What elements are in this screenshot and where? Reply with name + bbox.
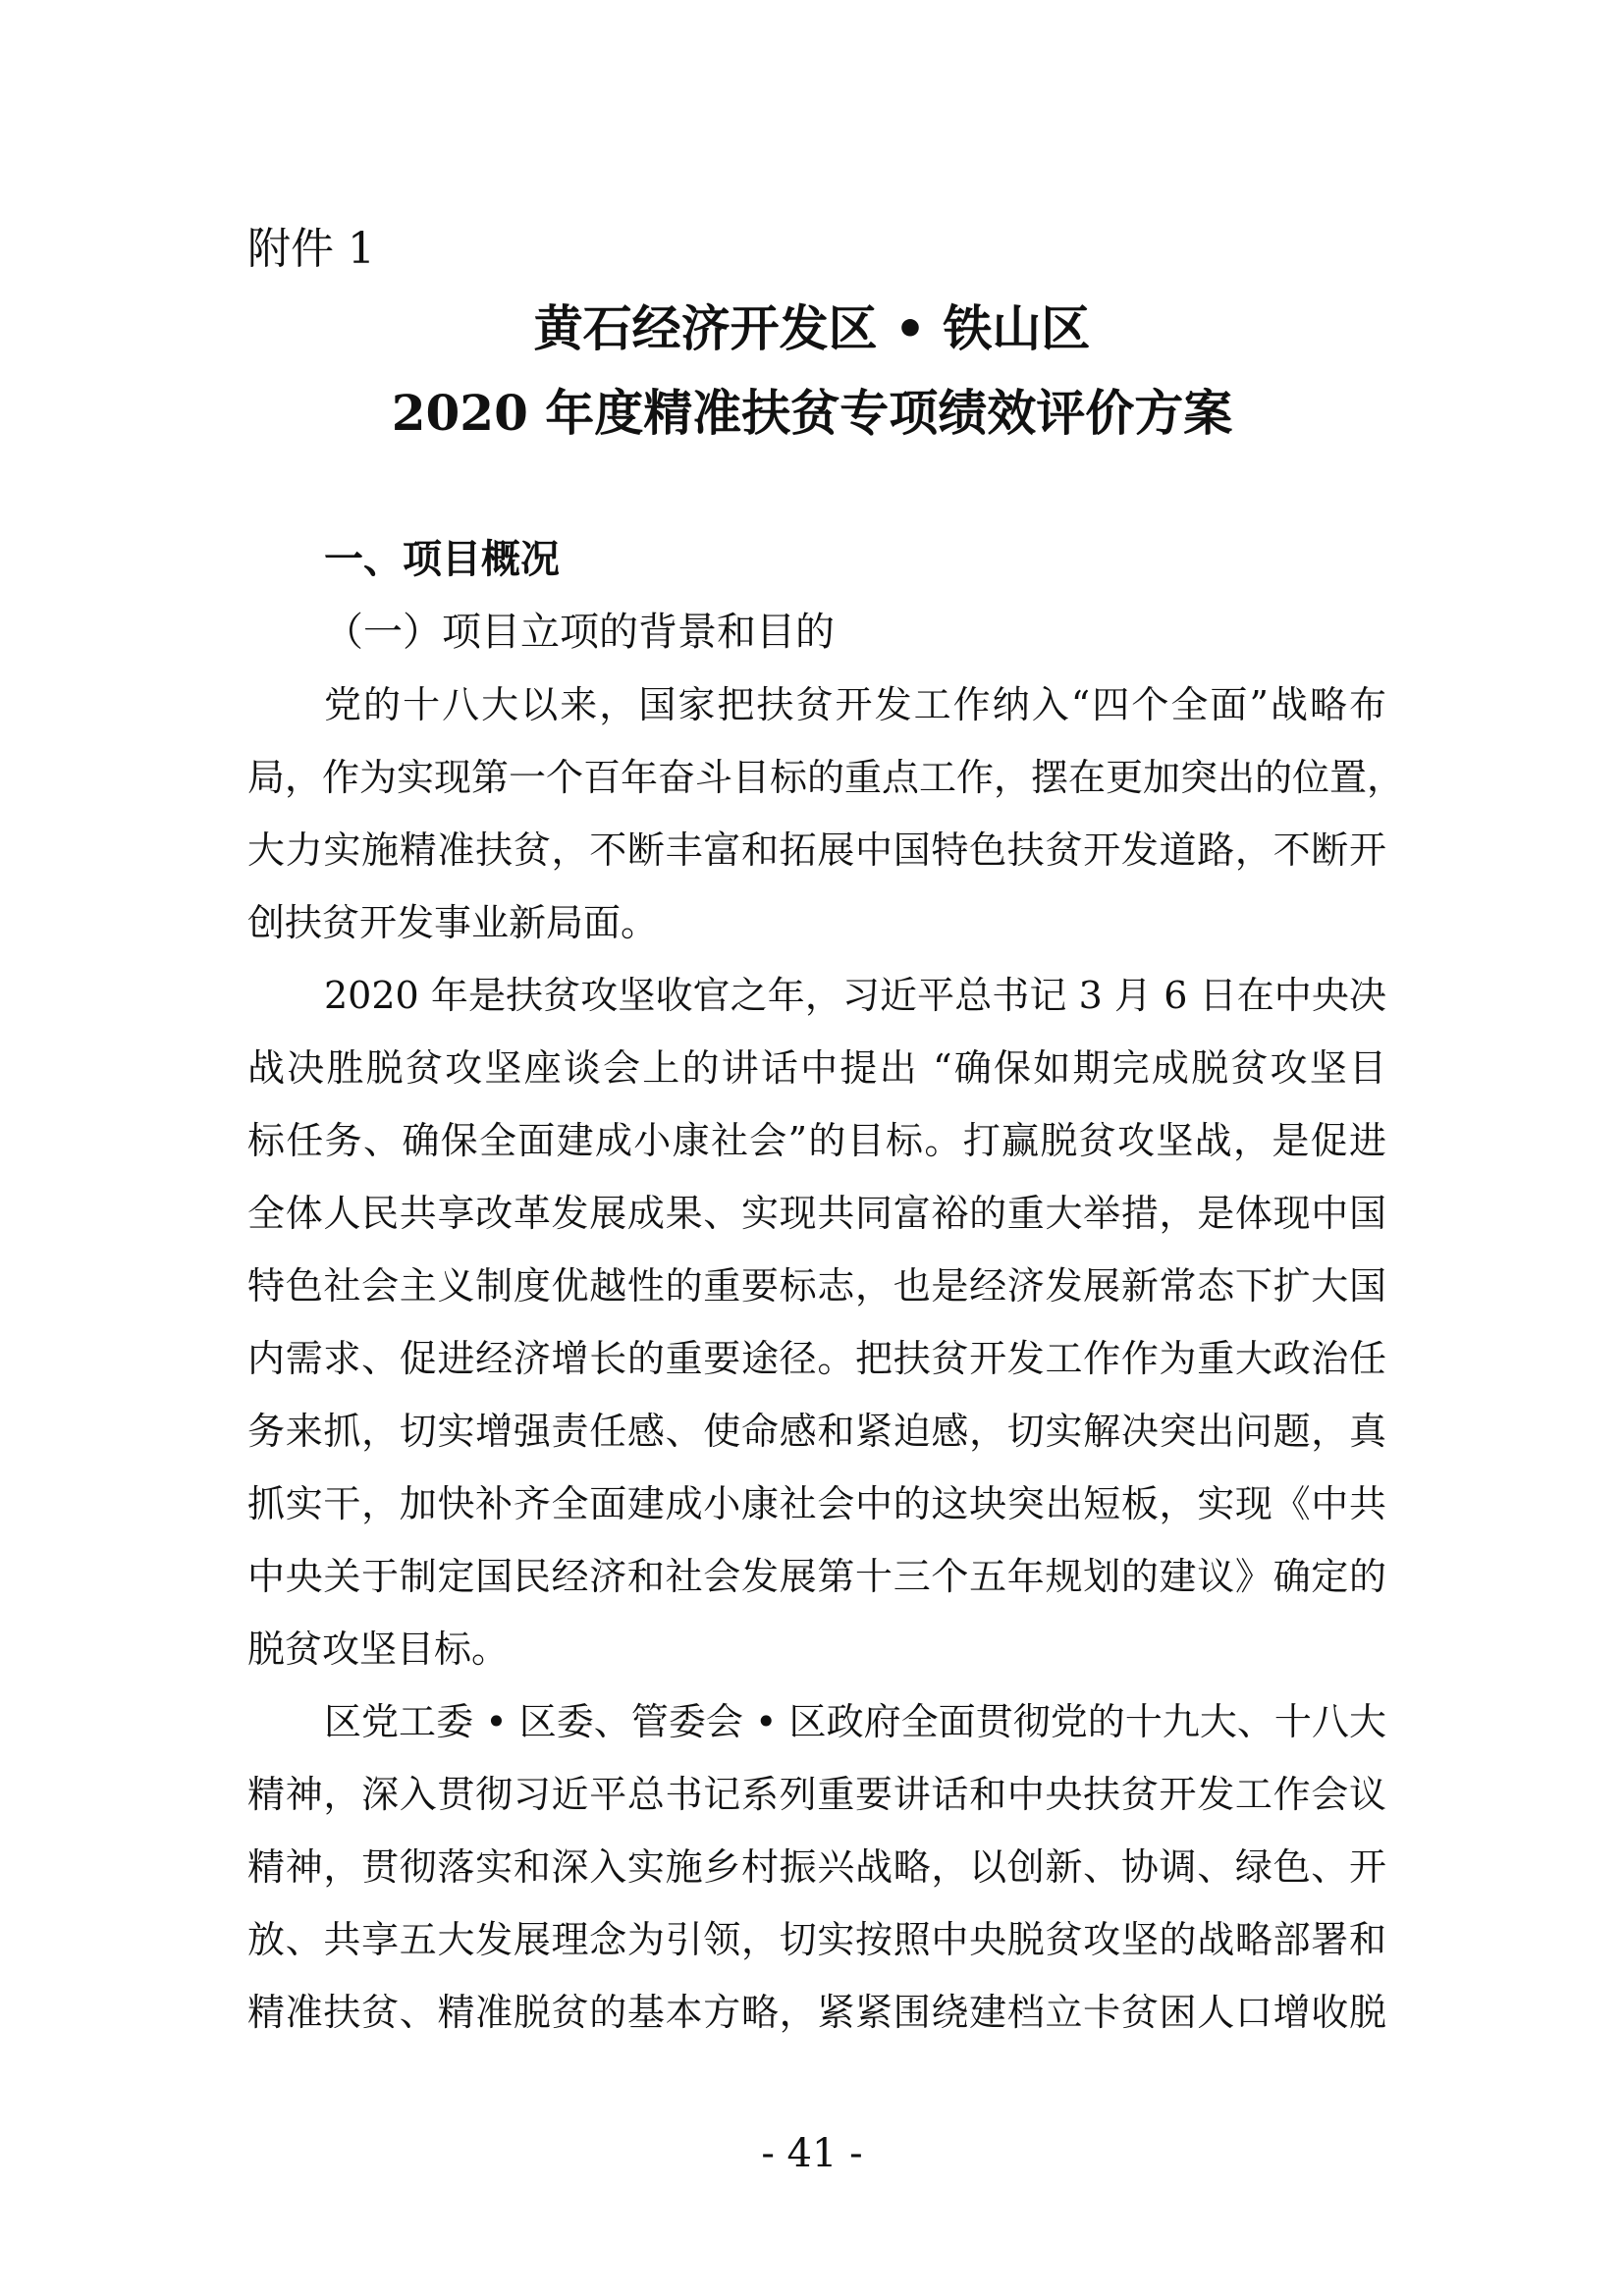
paragraph-line: 精神，深入贯彻习近平总书记系列重要讲话和中央扶贫开发工作会议 <box>247 1773 1386 1816</box>
paragraph-line: 创扶贫开发事业新局面。 <box>247 901 659 944</box>
paragraph-line: 局，作为实现第一个百年奋斗目标的重点工作，摆在更加突出的位置， <box>247 756 1405 799</box>
paragraph-line: 大力实施精准扶贫，不断丰富和拓展中国特色扶贫开发道路，不断开 <box>247 828 1386 872</box>
paragraph-line: 区党工委 • 区委、管委会 • 区政府全面贯彻党的十九大、十八大 <box>324 1700 1386 1743</box>
paragraph-line: 全体人民共享改革发展成果、实现共同富裕的重大举措，是体现中国 <box>247 1192 1386 1235</box>
paragraph-line: 抓实干，加快补齐全面建成小康社会中的这块突出短板，实现《中共 <box>247 1482 1386 1525</box>
document-title-line-2: 2020 年度精准扶贫专项绩效评价方案 <box>391 384 1233 442</box>
paragraph-line: 党的十八大以来，国家把扶贫开发工作纳入“四个全面”战略布 <box>324 683 1386 726</box>
paragraph-line: 战决胜脱贫攻坚座谈会上的讲话中提出 “确保如期完成脱贫攻坚目 <box>247 1046 1386 1090</box>
paragraph-line: 标任务、确保全面建成小康社会”的目标。打赢脱贫攻坚战，是促进 <box>247 1119 1386 1162</box>
paragraph-line: 特色社会主义制度优越性的重要标志，也是经济发展新常态下扩大国 <box>247 1264 1386 1308</box>
paragraph-line: 务来抓，切实增强责任感、使命感和紧迫感，切实解决突出问题，真 <box>247 1410 1386 1453</box>
paragraph-line: 精准扶贫、精准脱贫的基本方略，紧紧围绕建档立卡贫困人口增收脱 <box>247 1991 1386 2034</box>
paragraph-line: 精神，贯彻落实和深入实施乡村振兴战略，以创新、协调、绿色、开 <box>247 1845 1386 1889</box>
attachment-label: 附件 1 <box>247 224 375 274</box>
page-number: - 41 - <box>761 2131 863 2176</box>
paragraph-line: 2020 年是扶贫攻坚收官之年，习近平总书记 3 月 6 日在中央决 <box>324 974 1386 1017</box>
paragraph-line: 脱贫攻坚目标。 <box>247 1628 510 1671</box>
document-title-line-1: 黄石经济开发区 • 铁山区 <box>533 299 1091 357</box>
paragraph-line: 内需求、促进经济增长的重要途径。把扶贫开发工作作为重大政治任 <box>247 1337 1386 1380</box>
section-heading: 一、项目概况 <box>324 536 560 582</box>
paragraph-line: 中央关于制定国民经济和社会发展第十三个五年规划的建议》确定的 <box>247 1555 1386 1598</box>
subsection-heading: （一）项目立项的背景和目的 <box>324 610 835 655</box>
paragraph-line: 放、共享五大发展理念为引领，切实按照中央脱贫攻坚的战略部署和 <box>247 1918 1386 1961</box>
